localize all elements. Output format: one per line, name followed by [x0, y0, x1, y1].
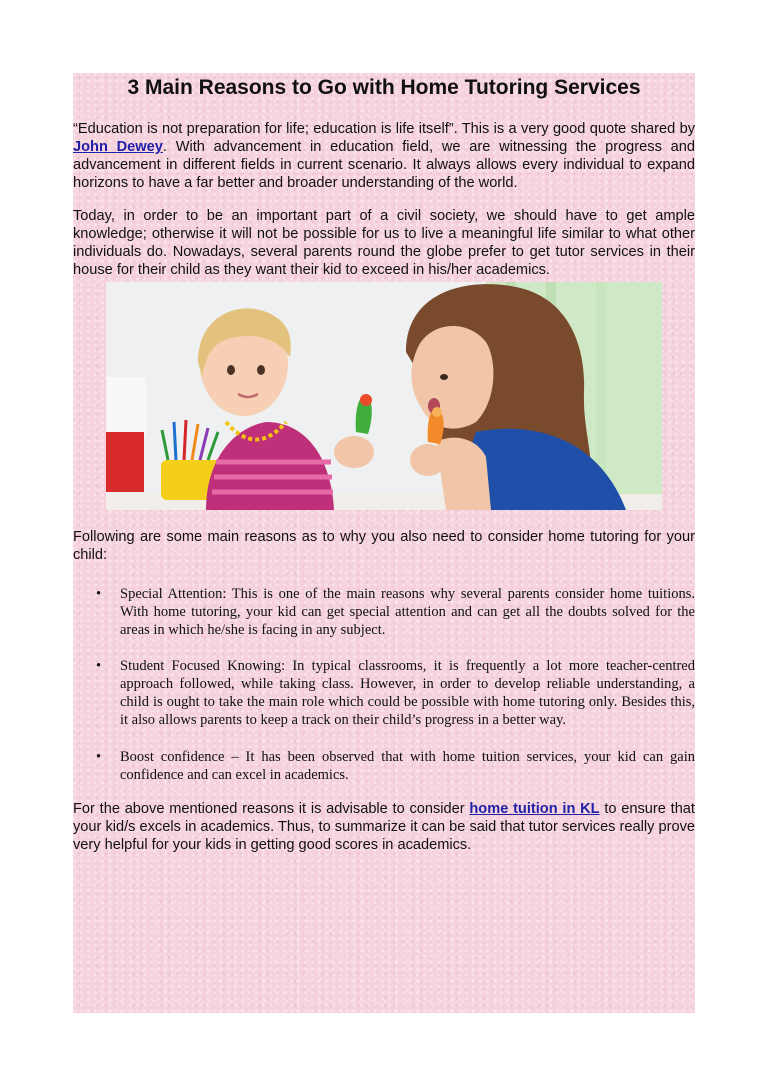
john-dewey-link[interactable]: John Dewey [73, 139, 163, 155]
intro-paragraph [73, 120, 695, 192]
bullet-icon: • [96, 749, 102, 765]
list-item [73, 748, 695, 784]
list-item-text: Boost confidence – It has been observed that with home tuition services, your kid can gain confidence and can excel in academics. [120, 749, 695, 783]
tutoring-photo [106, 282, 662, 510]
list-item-text: Special Attention: This is one of the main reasons why several parents consider home tuitions. With home tutoring, your kid can get special attention and can get all the doubts solved for the areas in which he/she is facing in any subject. [120, 586, 695, 638]
list-item-text: Student Focused Knowing: In typical classrooms, it is frequently a lot more teacher-centred approach followed, while taking class. However, in order to develop reliable understanding, a child is ought to take the main role which could be possible with home tutoring only. Besides this, it also allows parents to keep a track on their child’s progress in a better way. [120, 658, 695, 728]
intro-text-end: . With advancement in education field, we are witnessing the progress and advancement in different fields in current scenario. It always allows every individual to expand horizons to have a far better and broader understanding of the world. [73, 139, 695, 191]
reasons-list [73, 748, 695, 784]
bullet-icon: • [96, 586, 102, 602]
list-item [73, 585, 695, 639]
document-page [73, 73, 695, 1013]
bullet-icon: • [96, 658, 102, 674]
conclusion-paragraph [73, 800, 695, 854]
conclusion-text-end: to ensure that your kid/s excels in academics. Thus, to summarize it can be said that tutor services really prove very helpful for your kids in getting good scores in academics. [73, 801, 695, 853]
intro-text-start: “Education is not preparation for life; education is life itself”. This is a very good quote shared by [73, 121, 695, 137]
page-title: 3 Main Reasons to Go with Home Tutoring Services [127, 76, 641, 99]
list-item [73, 657, 695, 729]
second-paragraph: Today, in order to be an important part of a civil society, we should have to get ample knowledge; otherwise it will not be possible for us to live a meaningful life similar to what other individuals do. Nowadays, several parents round the globe prefer to get tutor services in their house for their child as they want their kid to exceed in his/her academics. [73, 208, 695, 278]
conclusion-text-start: For the above mentioned reasons it is advisable to consider [73, 801, 470, 817]
reasons-list [73, 657, 695, 729]
reasons-list [73, 585, 695, 639]
reasons-intro-paragraph: Following are some main reasons as to why you also need to consider home tutoring for your child: [73, 529, 695, 563]
home-tuition-link[interactable]: home tuition in KL [469, 801, 600, 817]
